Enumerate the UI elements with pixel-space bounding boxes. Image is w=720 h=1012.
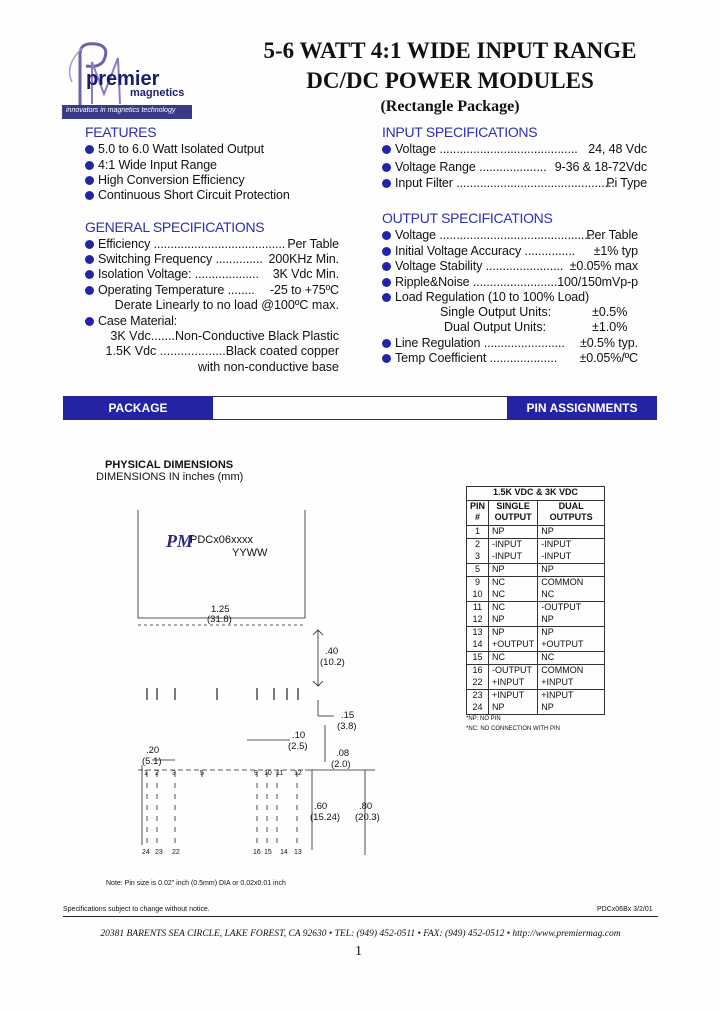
bullet-icon	[85, 176, 94, 185]
input-spec-row: Input Filter ............................................... Pi Type	[382, 176, 647, 190]
feature-item: Continuous Short Circuit Protection	[85, 188, 290, 202]
pin-number: 15	[264, 849, 272, 856]
pin-number: 5	[200, 770, 204, 777]
output-spec-row: Voltage .............................................. Per Table	[382, 228, 638, 242]
dim-height-in: .40	[325, 646, 339, 657]
pin-number-cell: 16	[467, 665, 489, 678]
dim-pin-mm: (3.8)	[337, 721, 357, 732]
pin-number: 1	[144, 770, 148, 777]
input-spec-row: Voltage ......................................... 24, 48 Vdc	[382, 142, 647, 156]
footer-disclaimer: Specifications subject to change without notice.	[63, 906, 210, 913]
pin-table-row	[467, 577, 605, 590]
dim-length-in: 1.25	[211, 604, 230, 615]
package-bar: PACKAGE	[63, 396, 213, 420]
drawing-subheading: DIMENSIONS IN inches (mm)	[96, 471, 244, 483]
pin-assignment-table	[466, 486, 605, 715]
output-spec-row: Line Regulation ........................ ±0.5% typ.	[382, 336, 638, 350]
dual-output-cell: NP	[538, 526, 605, 539]
pin-table-row	[467, 564, 605, 577]
output-spec-row: Initial Voltage Accuracy ............... ±1% typ	[382, 244, 638, 258]
single-output-cell: +OUTPUT	[489, 639, 538, 652]
bullet-icon	[382, 339, 391, 348]
pin-table-row	[467, 677, 605, 690]
single-output-cell: NC	[489, 589, 538, 602]
pin-number: 9	[254, 770, 258, 777]
general-spec-line: 3K Vdc.......Non-Conductive Black Plastic	[110, 329, 339, 343]
pin-number-cell: 10	[467, 589, 489, 602]
bullet-icon	[382, 278, 391, 287]
dim-edge-in: .08	[336, 748, 350, 759]
dual-output-cell: +INPUT	[538, 690, 605, 703]
pin-table-row	[467, 602, 605, 615]
single-output-cell: -INPUT	[489, 539, 538, 552]
pin-size-note: Note: Pin size is 0.02" inch (0.5mm) DIA or 0.02x0.01 inch	[106, 880, 286, 887]
dim-pitch-mm: (5.1)	[142, 756, 162, 767]
bullet-icon	[85, 145, 94, 154]
pin-number-cell: 1	[467, 526, 489, 539]
general-spec-row: Case Material:	[85, 314, 177, 328]
bottom-view-pin-rows	[147, 772, 297, 845]
date-code-label: YYWW	[232, 547, 268, 559]
pin-number-cell: 23	[467, 690, 489, 703]
bullet-icon	[85, 317, 94, 326]
dual-output-cell: NC	[538, 652, 605, 665]
pin-number-cell: 9	[467, 577, 489, 590]
footer-divider	[63, 916, 658, 917]
bullet-icon	[382, 354, 391, 363]
dual-output-cell: COMMON	[538, 665, 605, 678]
dual-output-cell: +INPUT	[538, 677, 605, 690]
pin-number: 24	[142, 849, 150, 856]
single-col-header: SINGLE OUTPUT	[489, 501, 538, 526]
pin-number-cell: 12	[467, 614, 489, 627]
bullet-icon	[85, 240, 94, 249]
feature-item: 4:1 Wide Input Range	[85, 158, 217, 172]
pin-number-cell: 15	[467, 652, 489, 665]
pin-number-cell: 2	[467, 539, 489, 552]
pin-number-cell: 3	[467, 551, 489, 564]
pin-number-cell: 22	[467, 677, 489, 690]
general-spec-row: Operating Temperature ........ -25 to +75ºC	[85, 283, 339, 297]
logo-tagline: innovators in magnetics technology	[66, 107, 176, 114]
pin-col-header: PIN #	[467, 501, 489, 526]
single-output-cell: NP	[489, 702, 538, 715]
general-spec-line: with non-conductive base	[197, 360, 339, 374]
pin-table-row	[467, 551, 605, 564]
footer-docid: PDCx06Bx 3/2/01	[597, 906, 653, 913]
general-spec-row: Efficiency ....................................... Per Table	[85, 237, 339, 251]
input-spec-row: Voltage Range .................... 9-36 & 18-72Vdc	[382, 160, 647, 174]
pin-table-note: *NC: NO CONNECTION WITH PIN	[466, 726, 560, 732]
dual-output-cell: COMMON	[538, 577, 605, 590]
bullet-icon	[85, 270, 94, 279]
single-output-cell: NP	[489, 614, 538, 627]
pin-number: 14	[280, 849, 288, 856]
pin-number: 16	[253, 849, 261, 856]
title-line2: DC/DC POWER MODULES	[306, 68, 594, 93]
dim-width-in: .80	[359, 801, 373, 812]
pin-table-row	[467, 690, 605, 703]
bullet-icon	[382, 247, 391, 256]
general-spec-line: 1.5K Vdc ...................Black coated copper	[105, 344, 339, 358]
dim-pitch2-mm: (2.5)	[288, 741, 308, 752]
drawing-heading: PHYSICAL DIMENSIONS	[105, 459, 234, 471]
dual-output-cell: +OUTPUT	[538, 639, 605, 652]
general-spec-row: Switching Frequency .............. 200KHz Min.	[85, 252, 339, 266]
pin-number: 13	[294, 849, 302, 856]
dual-output-cell: -INPUT	[538, 551, 605, 564]
pin-number-cell: 24	[467, 702, 489, 715]
pin-number-cell: 5	[467, 564, 489, 577]
pin-number: 23	[155, 849, 163, 856]
single-output-cell: -INPUT	[489, 551, 538, 564]
bullet-icon	[85, 255, 94, 264]
side-view-pins	[147, 688, 298, 700]
single-output-cell: NP	[489, 627, 538, 640]
dim-pitch-in: .20	[146, 745, 160, 756]
bullet-icon	[382, 262, 391, 271]
part-number-label: PDCx06xxxx	[190, 534, 253, 546]
pin-table-row	[467, 665, 605, 678]
title-line1: 5-6 WATT 4:1 WIDE INPUT RANGE	[263, 38, 637, 63]
page-number: 1	[355, 944, 362, 959]
pin-table-row	[467, 539, 605, 552]
title-line3: (Rectangle Package)	[380, 98, 520, 115]
output-spec-row: Ripple&Noise ......................... 100/150mVp-p	[382, 275, 638, 289]
single-output-cell: NP	[489, 564, 538, 577]
bullet-icon	[382, 145, 391, 154]
footer-address: 20381 BARENTS SEA CIRCLE, LAKE FOREST, CA 92630 • TEL: (949) 452-0511 • FAX: (949) 452-0512 • http://www.premiermag.com	[100, 929, 621, 939]
pin-table-title: 1.5K VDC & 3K VDC	[467, 487, 605, 501]
pin-number-cell: 11	[467, 602, 489, 615]
pin-table-row	[467, 652, 605, 665]
dual-output-cell: NP	[538, 627, 605, 640]
dim-height-mm: (10.2)	[320, 657, 345, 668]
pm-logo-mark: PM	[166, 531, 193, 551]
single-output-cell: +INPUT	[489, 690, 538, 703]
output-spec-sub-value: ±0.5%	[592, 305, 628, 319]
dim-width-mm: (20.3)	[355, 812, 380, 823]
output-heading: OUTPUT SPECIFICATIONS	[382, 210, 553, 226]
bullet-icon	[85, 286, 94, 295]
pin-number-cell: 14	[467, 639, 489, 652]
dim-pitch2-in: .10	[292, 730, 306, 741]
output-spec-sub-label: Dual Output Units:	[444, 320, 547, 334]
pin-table-row	[467, 614, 605, 627]
bullet-icon	[85, 161, 94, 170]
single-output-cell: +INPUT	[489, 677, 538, 690]
logo-brand: premier	[86, 68, 160, 90]
dim-pin-in: .15	[341, 710, 355, 721]
pin-number: 3	[172, 770, 176, 777]
features-heading: FEATURES	[85, 124, 157, 140]
pin-number-cell: 13	[467, 627, 489, 640]
pin-number: 12	[294, 770, 302, 777]
single-output-cell: NC	[489, 652, 538, 665]
feature-item: 5.0 to 6.0 Watt Isolated Output	[85, 142, 264, 156]
bullet-icon	[382, 231, 391, 240]
input-heading: INPUT SPECIFICATIONS	[382, 124, 538, 140]
pin-number: 10	[264, 770, 272, 777]
dual-output-cell: NP	[538, 614, 605, 627]
dim-row-in: .60	[314, 801, 328, 812]
bullet-icon	[85, 191, 94, 200]
dim-edge-mm: (2.0)	[331, 759, 351, 770]
pin-number: 22	[172, 849, 180, 856]
single-output-cell: NC	[489, 577, 538, 590]
output-spec-row: Voltage Stability ....................... ±0.05% max	[382, 259, 638, 273]
single-output-cell: NC	[489, 602, 538, 615]
output-spec-row: Load Regulation (10 to 100% Load)	[382, 290, 589, 304]
logo-sub: magnetics	[130, 87, 185, 99]
dual-output-cell: -INPUT	[538, 539, 605, 552]
output-spec-row: Temp Coefficient .................... ±0.05%/ºC	[382, 351, 638, 365]
pin-assignments-bar: PIN ASSIGNMENTS	[507, 396, 657, 420]
feature-item: High Conversion Efficiency	[85, 173, 245, 187]
pin-table-row	[467, 589, 605, 602]
pin-number: 11	[276, 770, 284, 777]
dual-output-cell: -OUTPUT	[538, 602, 605, 615]
pin-number: 2	[155, 770, 159, 777]
general-spec-line: Derate Linearly to no load @100ºC max.	[114, 298, 339, 312]
general-spec-row: Isolation Voltage: ................... 3K Vdc Min.	[85, 267, 339, 281]
single-output-cell: -OUTPUT	[489, 665, 538, 678]
dual-output-cell: NP	[538, 702, 605, 715]
pin-table-note: *NP: NO PIN	[466, 716, 501, 722]
bullet-icon	[382, 163, 391, 172]
pin-table-row	[467, 702, 605, 715]
dual-output-cell: NP	[538, 564, 605, 577]
single-output-cell: NP	[489, 526, 538, 539]
bullet-icon	[382, 293, 391, 302]
dim-length-mm: (31.8)	[207, 614, 232, 625]
bullet-icon	[382, 179, 391, 188]
output-spec-sub-value: ±1.0%	[592, 320, 628, 334]
output-spec-sub-label: Single Output Units:	[440, 305, 552, 319]
pin-table-row	[467, 526, 605, 539]
general-heading: GENERAL SPECIFICATIONS	[85, 219, 265, 235]
dim-row-mm: (15.24)	[310, 812, 341, 823]
pin-table-row	[467, 627, 605, 640]
module-top-view-outline	[138, 510, 305, 618]
dual-output-cell: NC	[538, 589, 605, 602]
dual-col-header: DUAL OUTPUTS	[538, 501, 605, 526]
pin-table-row	[467, 639, 605, 652]
